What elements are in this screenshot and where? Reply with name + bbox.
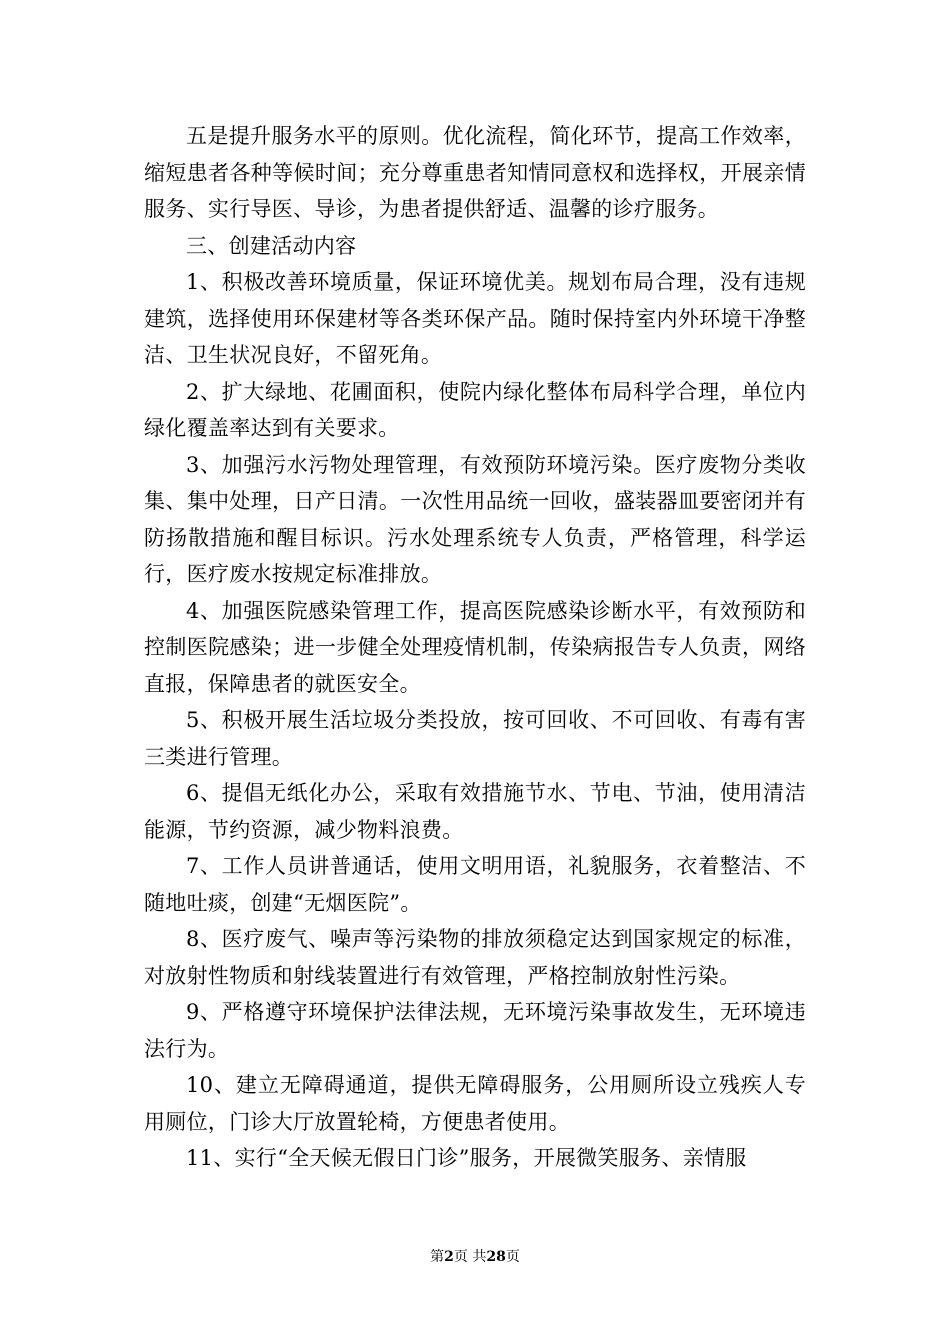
paragraph-item-7: 7、工作人员讲普通话，使用文明用语，礼貌服务，衣着整洁、不随地吐痰，创建“无烟医院”。 [144, 854, 806, 915]
footer-prefix: 第 [430, 1249, 445, 1265]
paragraph-item-9: 9、严格遵守环境保护法律法规，无环境污染事故发生，无环境违法行为。 [144, 1000, 806, 1061]
footer-current-page: 2 [444, 1249, 454, 1265]
paragraph-item-10: 10、建立无障碍通道，提供无障碍服务，公用厕所设立残疾人专用厕位，门诊大厅放置轮椅，方便患者使用。 [144, 1073, 806, 1134]
footer-total-pages: 28 [486, 1249, 506, 1265]
paragraph-item-1: 1、积极改善环境质量，保证环境优美。规划布局合理，没有违规建筑，选择使用环保建材等各类环保产品。随时保持室内外环境干净整洁、卫生状况良好，不留死角。 [144, 270, 806, 367]
paragraph-item-8: 8、医疗废气、噪声等污染物的排放须稳定达到国家规定的标准，对放射性物质和射线装置进行有效管理，严格控制放射性污染。 [144, 927, 806, 988]
paragraph-item-5: 5、积极开展生活垃圾分类投放，按可回收、不可回收、有毒有害三类进行管理。 [144, 708, 806, 769]
paragraph-principle-five: 五是提升服务水平的原则。优化流程，简化环节，提高工作效率，缩短患者各种等候时间；充分尊重患者知情同意权和选择权，开展亲情服务、实行导医、导诊，为患者提供舒适、温馨的诊疗服务。 [144, 124, 806, 221]
paragraph-item-2: 2、扩大绿地、花圃面积，使院内绿化整体布局科学合理，单位内绿化覆盖率达到有关要求。 [144, 379, 806, 440]
paragraph-item-6: 6、提倡无纸化办公，采取有效措施节水、节电、节油，使用清洁能源，节约资源，减少物料浪费。 [144, 781, 806, 842]
paragraph-item-3: 3、加强污水污物处理管理，有效预防环境污染。医疗废物分类收集、集中处理，日产日清。一次性用品统一回收，盛装器皿要密闭并有防扬散措施和醒目标识。污水处理系统专人负责，严格管理，科学运行，医疗废水按规定标准排放。 [144, 452, 806, 586]
footer-middle: 页 共 [453, 1249, 487, 1265]
footer-suffix: 页 [505, 1249, 520, 1265]
paragraph-item-4: 4、加强医院感染管理工作，提高医院感染诊断水平，有效预防和控制医院感染；进一步健全处理疫情机制，传染病报告专人负责，网络直报，保障患者的就医安全。 [144, 598, 806, 696]
paragraph-item-11: 11、实行“全天候无假日门诊”服务，开展微笑服务、亲情服 [186, 1146, 747, 1170]
document-body [144, 118, 806, 1177]
page-footer [0, 1246, 950, 1266]
section-heading-activity-content: 三、创建活动内容 [186, 233, 357, 258]
